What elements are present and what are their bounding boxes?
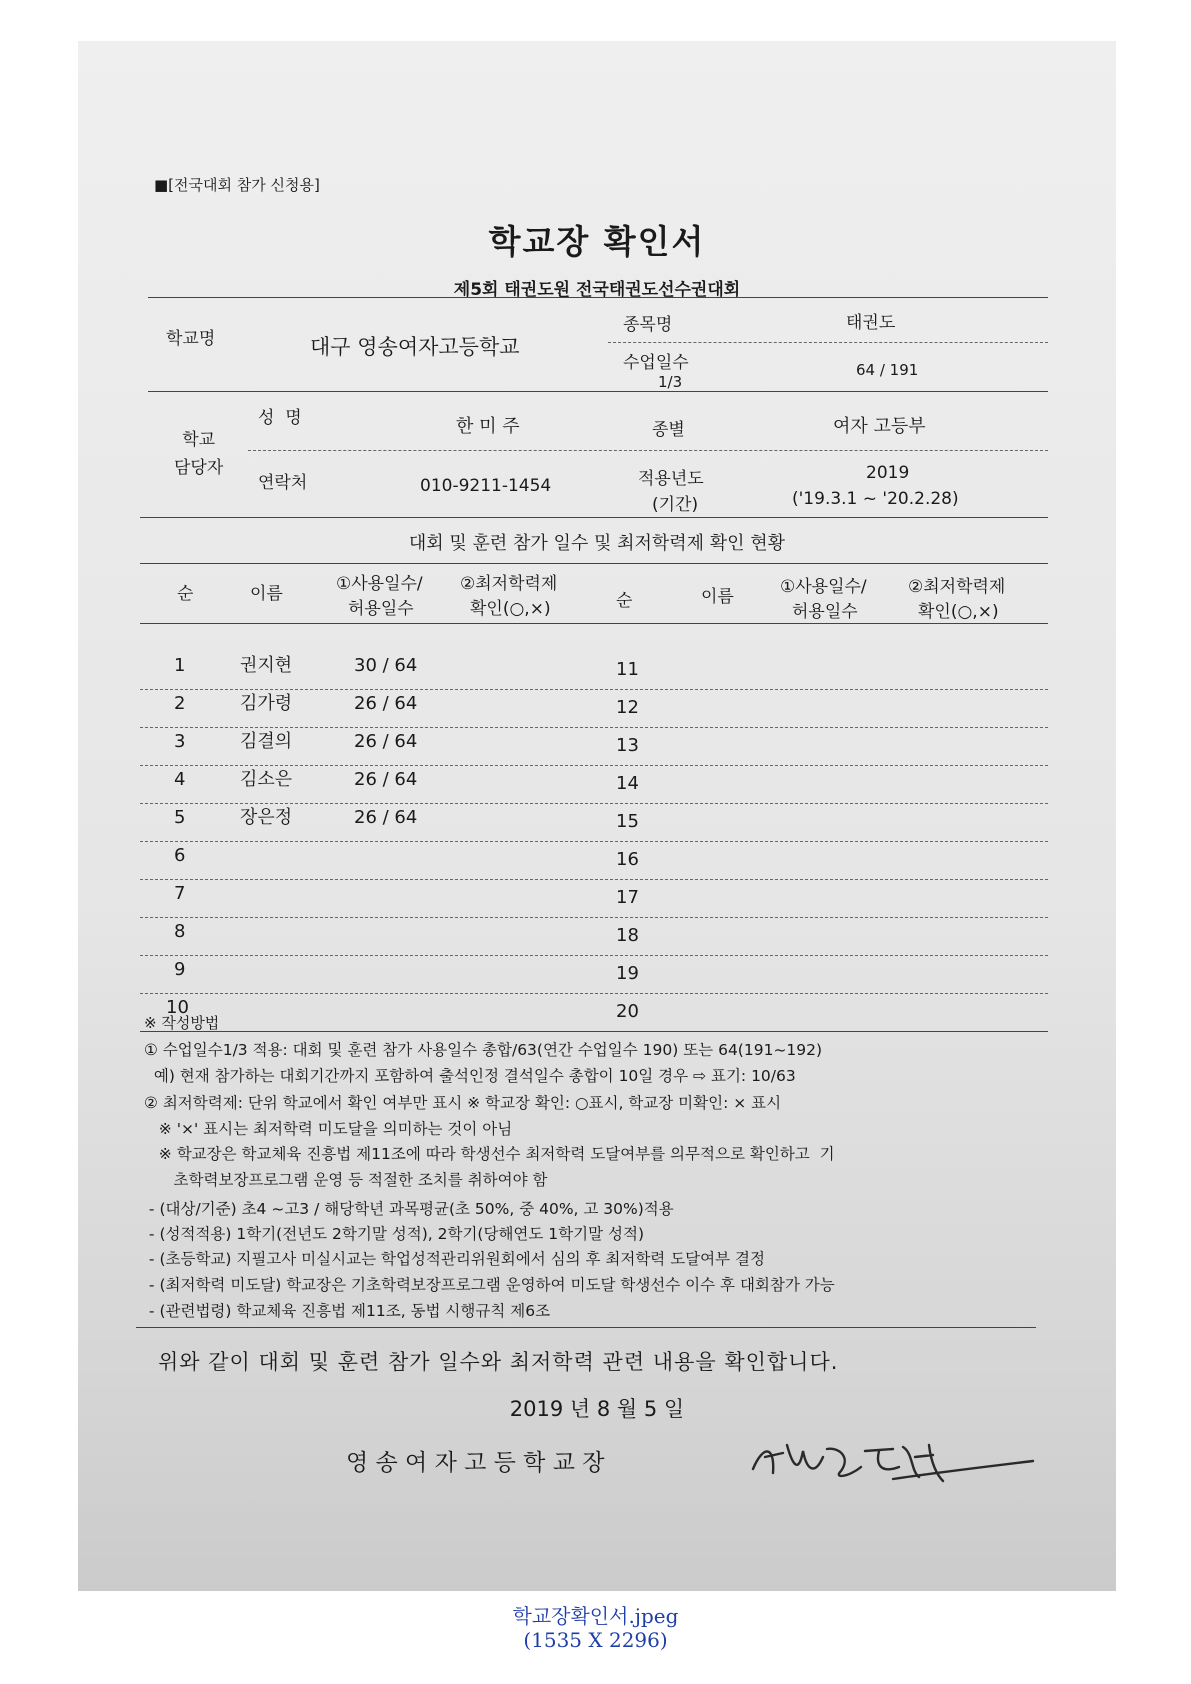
info-rule: [248, 450, 1048, 451]
row-number: 2: [174, 693, 186, 714]
issue-date: 2019 년 8 월 5 일: [509, 1397, 685, 1421]
note-line: - (최저학력 미도달) 학교장은 기초학력보장프로그램 운영하여 미도달 학생선수 이수 후 대회참가 가능: [144, 1276, 835, 1294]
row-number: 10: [166, 997, 189, 1018]
class-days-value: 64 / 191: [856, 361, 919, 379]
year-label: 적용년도: [638, 469, 704, 489]
notes-heading: ※ 작성방법: [144, 1014, 220, 1032]
manager-label: 학교 담당자: [174, 430, 224, 478]
used-days: 26 / 64: [354, 731, 418, 752]
scanned-document: [78, 41, 1116, 1591]
row-number: 17: [616, 887, 639, 908]
manager-name-label: 성 명: [258, 408, 302, 428]
row-number: 20: [616, 1001, 639, 1022]
table-row-rule: [140, 841, 1048, 842]
year-period: ('19.3.1 ~ '20.2.28): [792, 489, 959, 509]
row-number: 19: [616, 963, 639, 984]
used-days: 26 / 64: [354, 693, 418, 714]
note-line: - (성적적용) 1학기(전년도 2학기말 성적), 2학기(당해연도 1학기말 성적): [144, 1225, 644, 1243]
header-days-right: ①사용일수/: [780, 577, 867, 597]
table-row-rule: [140, 879, 1048, 880]
header-check-left-2: 확인(○,×): [470, 599, 551, 619]
header-name-left: 이름: [250, 584, 283, 604]
table-row-rule: [140, 955, 1048, 956]
note-line: 예) 현재 참가하는 대회기간까지 포함하여 출석인정 결석일수 총합이 10일 경우 ⇨ 표기: 10/63: [144, 1067, 796, 1085]
header-no-left: 순: [177, 584, 194, 604]
event-value: 태권도: [846, 313, 896, 333]
info-rule: [608, 342, 1048, 343]
event-label: 종목명: [623, 315, 673, 335]
row-number: 6: [174, 845, 186, 866]
note-line: - (대상/기준) 초4 ~고3 / 해당학년 과목평균(초 50%, 중 40%, 고 30%)적용: [144, 1200, 674, 1218]
row-number: 14: [616, 773, 639, 794]
table-header-rule: [140, 623, 1048, 624]
principal-signature: [743, 1427, 1043, 1497]
year-sub: (기간): [652, 495, 699, 515]
section-title: 대회 및 훈련 참가 일수 및 최저학력제 확인 현황: [408, 533, 786, 554]
school-label: 학교명: [166, 329, 216, 349]
info-rule: [148, 391, 1048, 392]
header-no-right: 순: [616, 591, 633, 611]
image-size: (1535 X 2296): [523, 1628, 668, 1652]
row-number: 5: [174, 807, 186, 828]
row-number: 18: [616, 925, 639, 946]
row-number: 13: [616, 735, 639, 756]
division-label: 종별: [652, 420, 685, 440]
document-subtitle: 제5회 태권도원 전국태권도선수권대회: [453, 280, 741, 300]
row-number: 4: [174, 769, 186, 790]
note-line: - (관련법령) 학교체육 진흥법 제11조, 동법 시행규칙 제6조: [144, 1302, 551, 1320]
note-line: ※ 학교장은 학교체육 진흥법 제11조에 따라 학생선수 최저학력 도달여부를 의무적으로 확인하고 기: [144, 1145, 835, 1163]
table-row-rule: [140, 993, 1048, 994]
used-days: 30 / 64: [354, 655, 418, 676]
table-row-rule: [140, 1031, 1048, 1032]
row-number: 15: [616, 811, 639, 832]
header-check-right: ②최저학력제: [908, 577, 1006, 597]
row-number: 3: [174, 731, 186, 752]
participant-name: 장은정: [240, 807, 293, 828]
participant-name: 김결의: [240, 731, 293, 752]
row-number: 1: [174, 655, 186, 676]
header-days-left: ①사용일수/: [336, 574, 423, 594]
row-number: 16: [616, 849, 639, 870]
header-rule: [148, 297, 1048, 298]
header-days-right-2: 허용일수: [792, 602, 858, 622]
contact-value: 010-9211-1454: [420, 476, 552, 496]
participant-name: 김가령: [240, 693, 293, 714]
year-value: 2019: [866, 463, 910, 483]
info-rule: [140, 517, 1048, 518]
school-name: 대구 영송여자고등학교: [310, 335, 520, 359]
note-line: - (초등학교) 지필고사 미실시교는 학업성적관리위원회에서 심의 후 최저학력 도달여부 결정: [144, 1250, 765, 1268]
table-top-rule: [140, 563, 1048, 564]
table-row-rule: [140, 917, 1048, 918]
row-number: 7: [174, 883, 186, 904]
note-line: ① 수업일수1/3 적용: 대회 및 훈련 참가 사용일수 총합/63(연간 수업일수 190) 또는 64(191~192): [144, 1041, 823, 1059]
image-filename: 학교장확인서.jpeg: [512, 1604, 679, 1628]
header-check-left: ②최저학력제: [460, 574, 558, 594]
used-days: 26 / 64: [354, 769, 418, 790]
division-value: 여자 고등부: [833, 416, 926, 437]
contact-label: 연락처: [258, 473, 308, 493]
participant-name: 김소은: [240, 769, 293, 790]
notes-bottom-rule: [136, 1327, 1036, 1328]
used-days: 26 / 64: [354, 807, 418, 828]
application-tag: ■[전국대회 참가 신청용]: [154, 176, 320, 194]
row-number: 11: [616, 659, 639, 680]
class-days-label: 수업일수: [623, 353, 689, 373]
note-line: ② 최저학력제: 단위 학교에서 확인 여부만 표시 ※ 학교장 확인: ○표시, 학교장 미확인: × 표시: [144, 1094, 782, 1112]
participant-name: 권지현: [240, 655, 293, 676]
row-number: 8: [174, 921, 186, 942]
row-number: 12: [616, 697, 639, 718]
principal-title: 영 송 여 자 고 등 학 교 장: [346, 1450, 605, 1476]
class-days-sub: 1/3: [658, 373, 683, 391]
header-check-right-2: 확인(○,×): [918, 602, 999, 622]
header-name-right: 이름: [701, 587, 734, 607]
header-days-left-2: 허용일수: [348, 599, 414, 619]
document-title: 학교장 확인서: [488, 222, 706, 261]
note-line: ※ '×' 표시는 최저학력 미도달을 의미하는 것이 아님: [144, 1120, 513, 1138]
note-line: 초학력보장프로그램 운영 등 적절한 조치를 취하여야 함: [144, 1171, 548, 1189]
manager-name: 한 미 주: [456, 416, 520, 437]
row-number: 9: [174, 959, 186, 980]
confirmation-text: 위와 같이 대회 및 훈련 참가 일수와 최저학력 관련 내용을 확인합니다.: [158, 1350, 839, 1374]
